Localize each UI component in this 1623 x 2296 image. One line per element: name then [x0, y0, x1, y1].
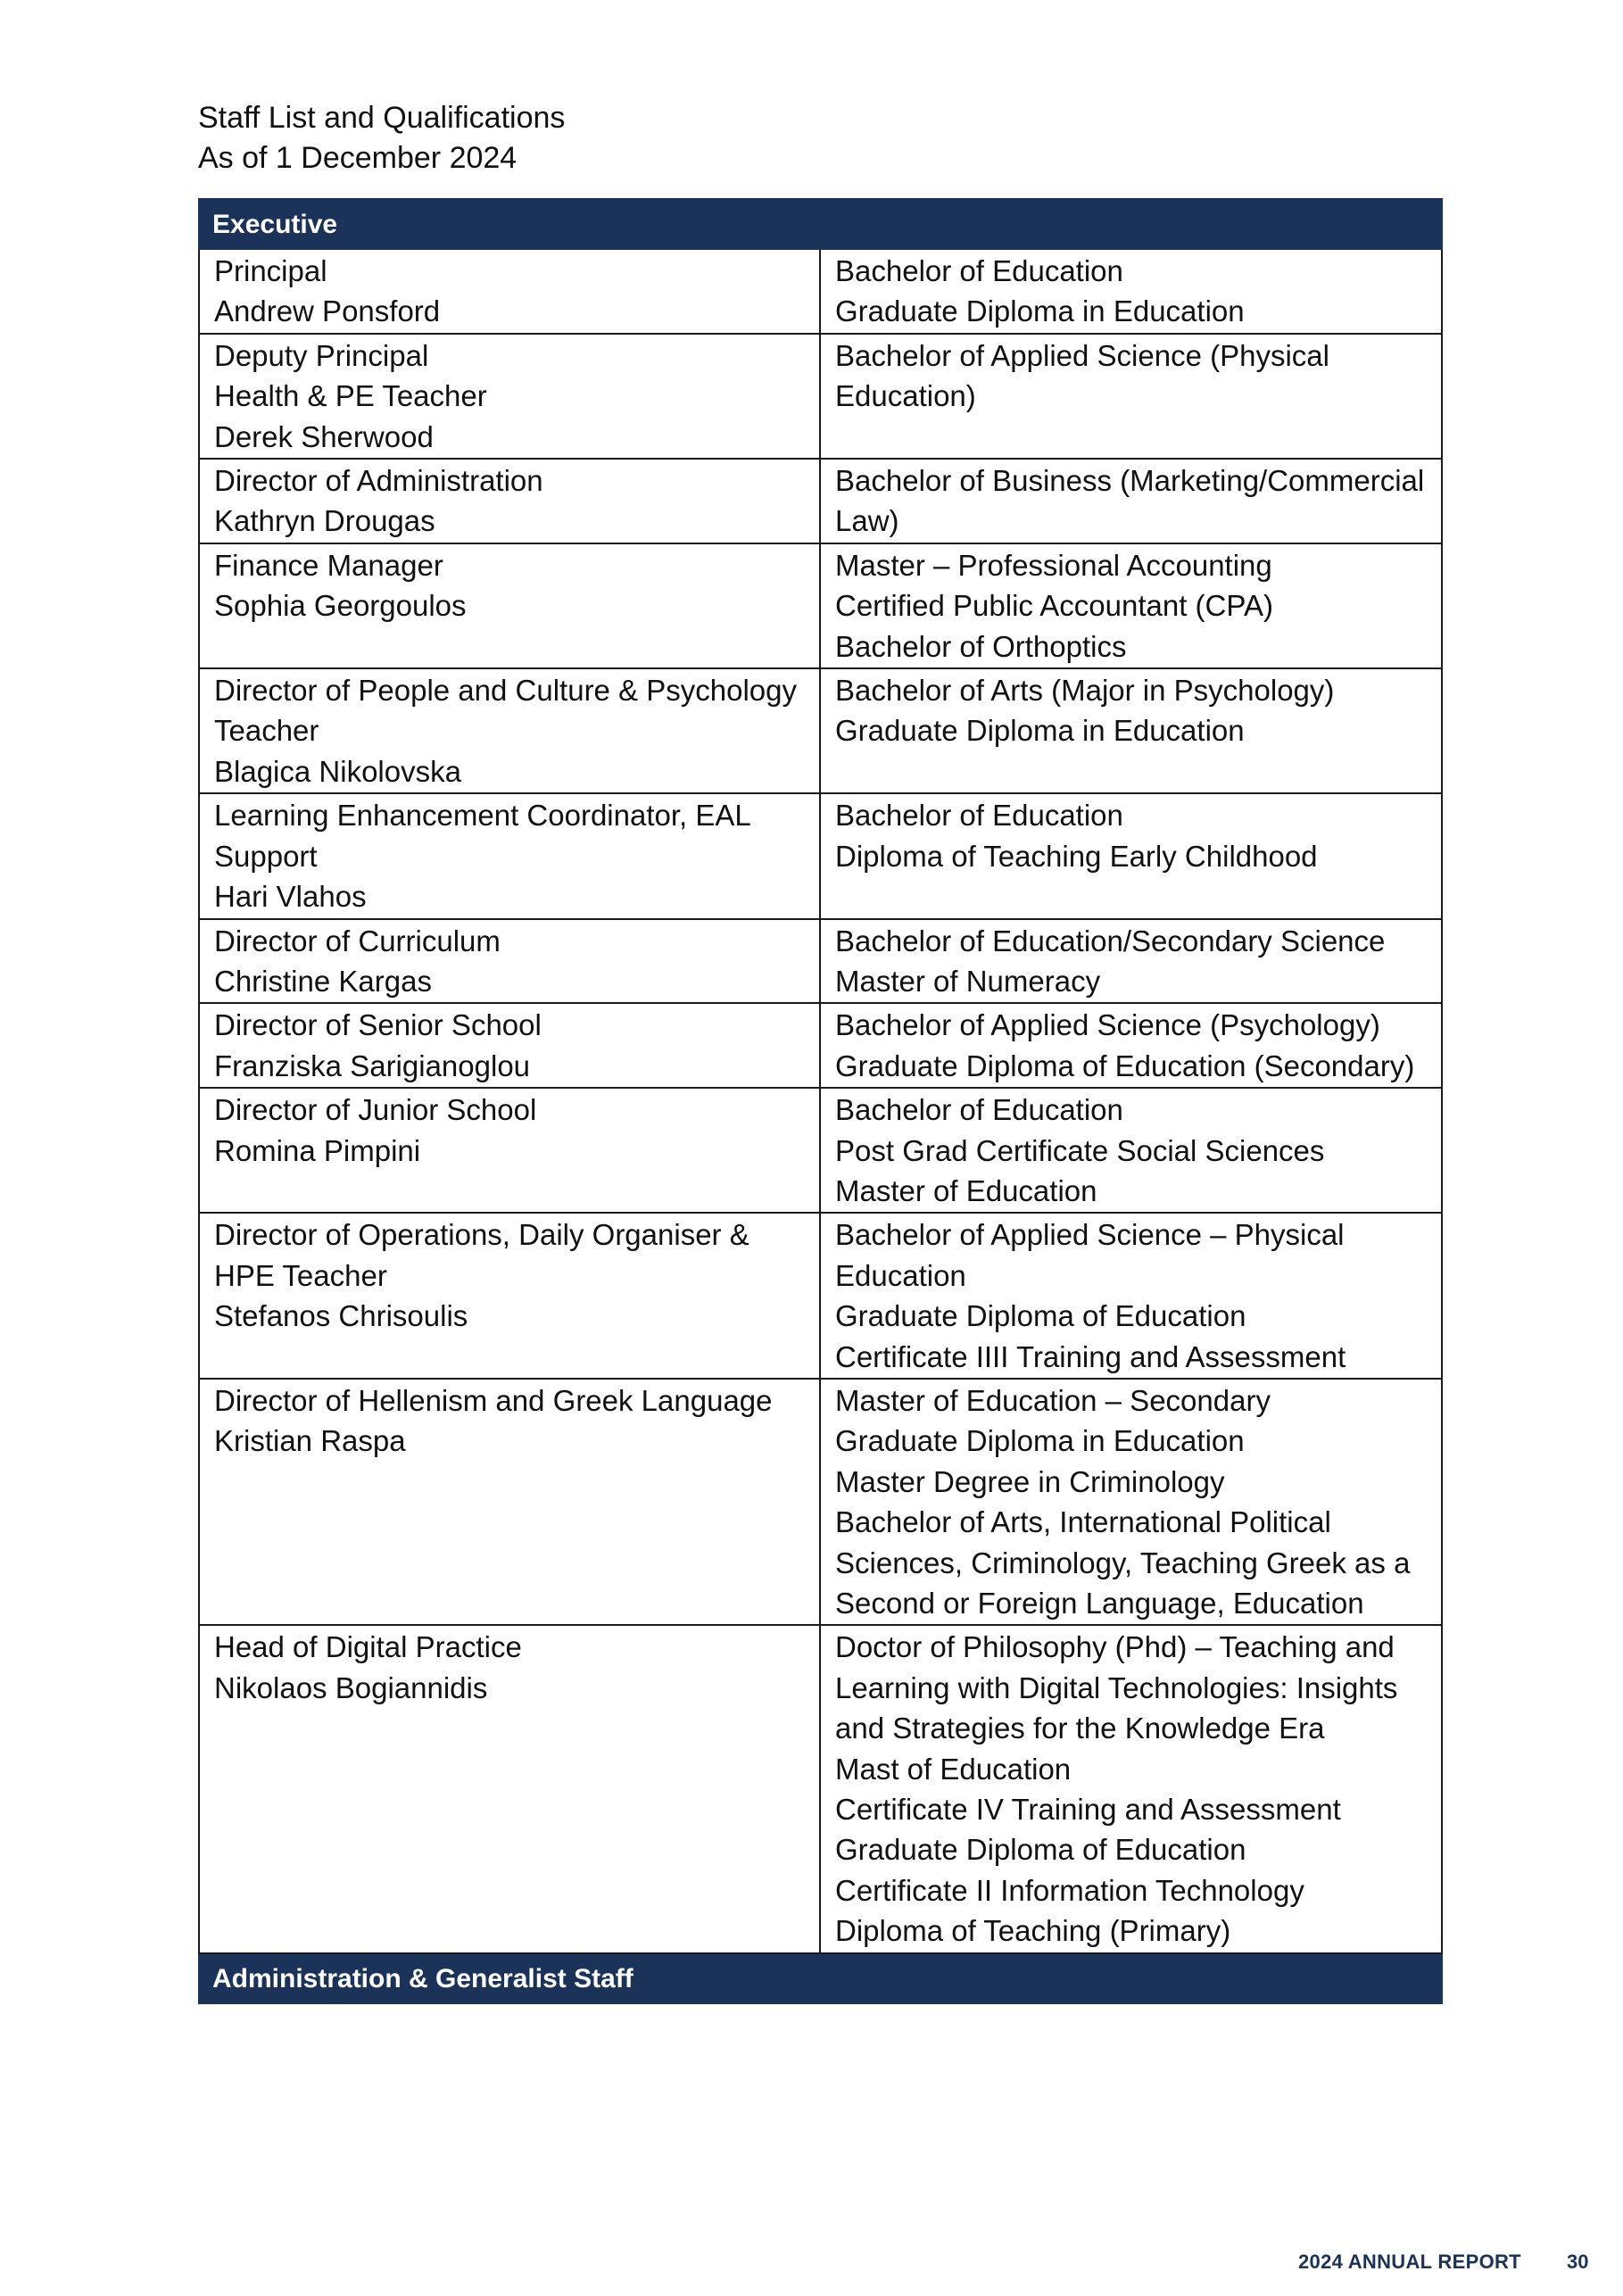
qualifications-cell — [820, 1379, 1442, 1625]
qualification: Bachelor of Orthoptics — [835, 629, 1127, 663]
staff-name: Franziska Sarigianoglou — [214, 1049, 531, 1082]
qualification: Certificate II Information Technology — [835, 1873, 1304, 1907]
qualifications-cell — [820, 543, 1442, 668]
staff-row — [199, 1003, 1442, 1088]
qualification: Bachelor of Education — [835, 254, 1123, 287]
role-title: Head of Digital Practice — [214, 1630, 522, 1664]
staff-row — [199, 919, 1442, 1004]
staff-name: Andrew Ponsford — [214, 294, 441, 328]
qualification: Master of Numeracy — [835, 964, 1101, 998]
qualifications-cell — [820, 1213, 1442, 1379]
staff-row — [199, 1379, 1442, 1625]
qualification: Graduate Diploma of Education — [835, 1299, 1246, 1333]
role-cell — [199, 1379, 820, 1625]
staff-table — [198, 198, 1443, 2004]
role-title: Director of Hellenism and Greek Language — [214, 1383, 773, 1417]
role-cell — [199, 1625, 820, 1952]
qualification: Bachelor of Applied Science (Psychology) — [835, 1008, 1380, 1042]
qualification: Bachelor of Arts (Major in Psychology) — [835, 674, 1335, 708]
staff-row — [199, 1213, 1442, 1379]
staff-name: Derek Sherwood — [214, 419, 434, 453]
section-header: Executive — [199, 199, 1442, 249]
document-title: Staff List and Qualifications — [198, 101, 566, 135]
staff-row — [199, 668, 1442, 793]
staff-name: Hari Vlahos — [214, 880, 367, 914]
staff-row — [199, 1625, 1442, 1952]
staff-table-body — [199, 199, 1442, 2003]
qualification: Master of Education – Secondary — [835, 1383, 1271, 1417]
qualification: Graduate Diploma in Education — [835, 294, 1245, 328]
role-cell — [199, 543, 820, 668]
role-title: Health & PE Teacher — [214, 379, 487, 413]
role-title: Director of Junior School — [214, 1093, 537, 1127]
staff-row — [199, 543, 1442, 668]
qualification: Graduate Diploma in Education — [835, 714, 1245, 748]
staff-name: Sophia Georgoulos — [214, 589, 467, 623]
document-date: As of 1 December 2024 — [198, 141, 518, 175]
staff-row — [199, 334, 1442, 459]
role-title: Director of Operations, Daily Organiser & HPE Teacher — [214, 1218, 749, 1292]
staff-name: Blagica Nikolovska — [214, 754, 461, 788]
role-title: Principal — [214, 254, 327, 287]
role-cell — [199, 459, 820, 543]
qualifications-cell — [820, 1003, 1442, 1088]
role-title: Learning Enhancement Coordinator, EAL Support — [214, 799, 750, 873]
role-cell — [199, 1003, 820, 1088]
role-title: Director of Senior School — [214, 1008, 542, 1042]
qualification: Certified Public Accountant (CPA) — [835, 589, 1273, 623]
role-cell — [199, 334, 820, 459]
role-cell — [199, 1088, 820, 1213]
qualification: Graduate Diploma of Education — [835, 1833, 1246, 1867]
qualification: Master of Education — [835, 1173, 1097, 1207]
staff-row — [199, 459, 1442, 543]
staff-name: Christine Kargas — [214, 964, 432, 998]
qualifications-cell — [820, 793, 1442, 918]
role-cell — [199, 1213, 820, 1379]
staff-row — [199, 793, 1442, 918]
qualification: Bachelor of Applied Science – Physical Education — [835, 1218, 1345, 1292]
qualification: Graduate Diploma in Education — [835, 1424, 1245, 1458]
role-title: Director of People and Culture & Psychology Teacher — [214, 674, 798, 748]
qualifications-cell — [820, 919, 1442, 1004]
qualification: Master Degree in Criminology — [835, 1464, 1225, 1498]
role-cell — [199, 793, 820, 918]
role-title: Finance Manager — [214, 548, 443, 582]
staff-row — [199, 1088, 1442, 1213]
report-name: 2024 ANNUAL REPORT — [1298, 2250, 1521, 2273]
qualification: Certificate IIII Training and Assessment — [835, 1339, 1346, 1373]
staff-name: Romina Pimpini — [214, 1133, 421, 1167]
qualifications-cell — [820, 249, 1442, 334]
qualifications-cell — [820, 1088, 1442, 1213]
qualification: Graduate Diploma of Education (Secondary) — [835, 1049, 1415, 1082]
qualification: Post Grad Certificate Social Sciences — [835, 1133, 1325, 1167]
qualification: Doctor of Philosophy (Phd) – Teaching and Learning with Digital Technologies: Insights and Strategies for the Knowledge Era — [835, 1630, 1398, 1745]
qualifications-cell — [820, 1625, 1442, 1952]
role-cell — [199, 249, 820, 334]
qualification: Bachelor of Arts, International Political Sciences, Criminology, Teaching Greek as a Second or Foreign Language, Education — [835, 1505, 1411, 1620]
staff-row — [199, 249, 1442, 334]
section-header-row — [199, 1953, 1442, 2003]
qualification: Bachelor of Education — [835, 1093, 1123, 1127]
staff-name: Kristian Raspa — [214, 1424, 406, 1458]
role-title: Director of Administration — [214, 464, 543, 498]
qualification: Master – Professional Accounting — [835, 548, 1272, 582]
staff-name: Kathryn Drougas — [214, 504, 435, 538]
qualification: Certificate IV Training and Assessment — [835, 1793, 1341, 1827]
qualifications-cell — [820, 459, 1442, 543]
qualification: Bachelor of Applied Science (Physical Education) — [835, 338, 1329, 413]
role-title: Deputy Principal — [214, 338, 429, 372]
page-heading — [198, 98, 565, 178]
qualification: Bachelor of Education — [835, 799, 1123, 833]
role-cell — [199, 919, 820, 1004]
qualification: Diploma of Teaching (Primary) — [835, 1914, 1231, 1948]
qualification: Mast of Education — [835, 1752, 1072, 1786]
section-header-row — [199, 199, 1442, 249]
qualification: Diploma of Teaching Early Childhood — [835, 839, 1318, 873]
qualifications-cell — [820, 334, 1442, 459]
qualification: Bachelor of Education/Secondary Science — [835, 924, 1386, 957]
role-title: Director of Curriculum — [214, 924, 501, 957]
section-header: Administration & Generalist Staff — [199, 1953, 1442, 2003]
staff-name: Nikolaos Bogiannidis — [214, 1670, 488, 1704]
qualifications-cell — [820, 668, 1442, 793]
qualification: Bachelor of Business (Marketing/Commercial Law) — [835, 464, 1425, 538]
role-cell — [199, 668, 820, 793]
staff-name: Stefanos Chrisoulis — [214, 1299, 468, 1333]
page-number: 30 — [1567, 2250, 1589, 2273]
